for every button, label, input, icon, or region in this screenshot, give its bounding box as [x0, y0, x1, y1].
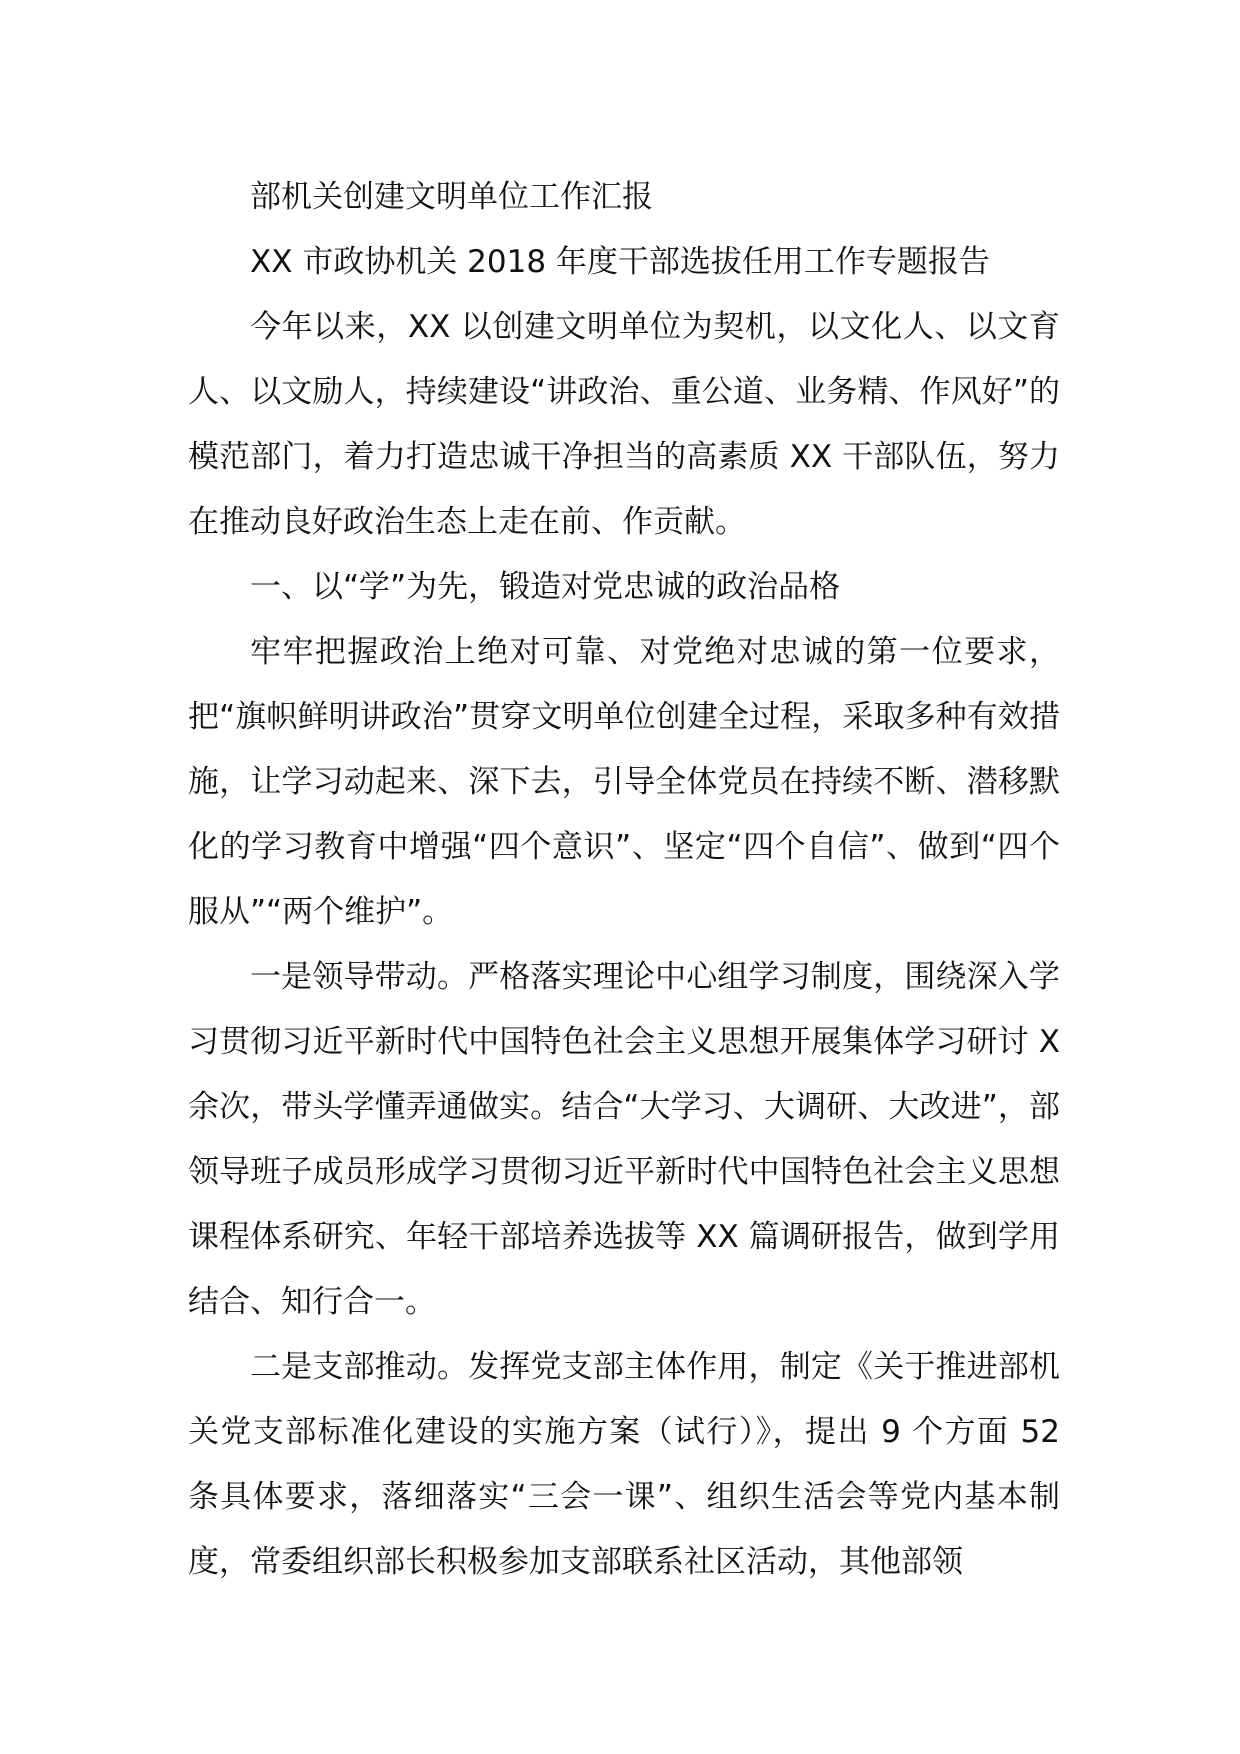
document-subtitle: XX 市政协机关 2018 年度干部选拔任用工作专题报告: [250, 244, 990, 280]
section-heading-1: 一、以“学”为先，锻造对党忠诚的政治品格: [250, 569, 841, 605]
body-paragraph: 二是支部推动。发挥党支部主体作用，制定《关于推进部机关党支部标准化建设的实施方案（试行）》，提出 9 个方面 52 条具体要求，落细落实“三会一课”、组织生活会等党内基本制度，常委组织部长积极参加支部联系社区活动，其他部领: [188, 1349, 1060, 1580]
document-body: [188, 165, 1060, 1595]
intro-paragraph: 今年以来，XX 以创建文明单位为契机，以文化人、以文育人、以文励人，持续建设“讲政治、重公道、业务精、作风好”的模范部门，着力打造忠诚干净担当的高素质 XX 干部队伍，努力在推动良好政治生态上走在前、作贡献。: [188, 309, 1060, 540]
body-paragraph: 一是领导带动。严格落实理论中心组学习制度，围绕深入学习贯彻习近平新时代中国特色社会主义思想开展集体学习研讨 X 余次，带头学懂弄通做实。结合“大学习、大调研、大改进”，部领导班子成员形成学习贯彻习近平新时代中国特色社会主义思想课程体系研究、年轻干部培养选拔等 XX 篇调研报告，做到学用结合、知行合一。: [188, 959, 1060, 1320]
body-paragraph: 牢牢把握政治上绝对可靠、对党绝对忠诚的第一位要求，把“旗帜鲜明讲政治”贯穿文明单位创建全过程，采取多种有效措施，让学习动起来、深下去，引导全体党员在持续不断、潜移默化的学习教育中增强“四个意识”、坚定“四个自信”、做到“四个服从”“两个维护”。: [188, 634, 1060, 930]
document-title: 部机关创建文明单位工作汇报: [250, 179, 653, 215]
